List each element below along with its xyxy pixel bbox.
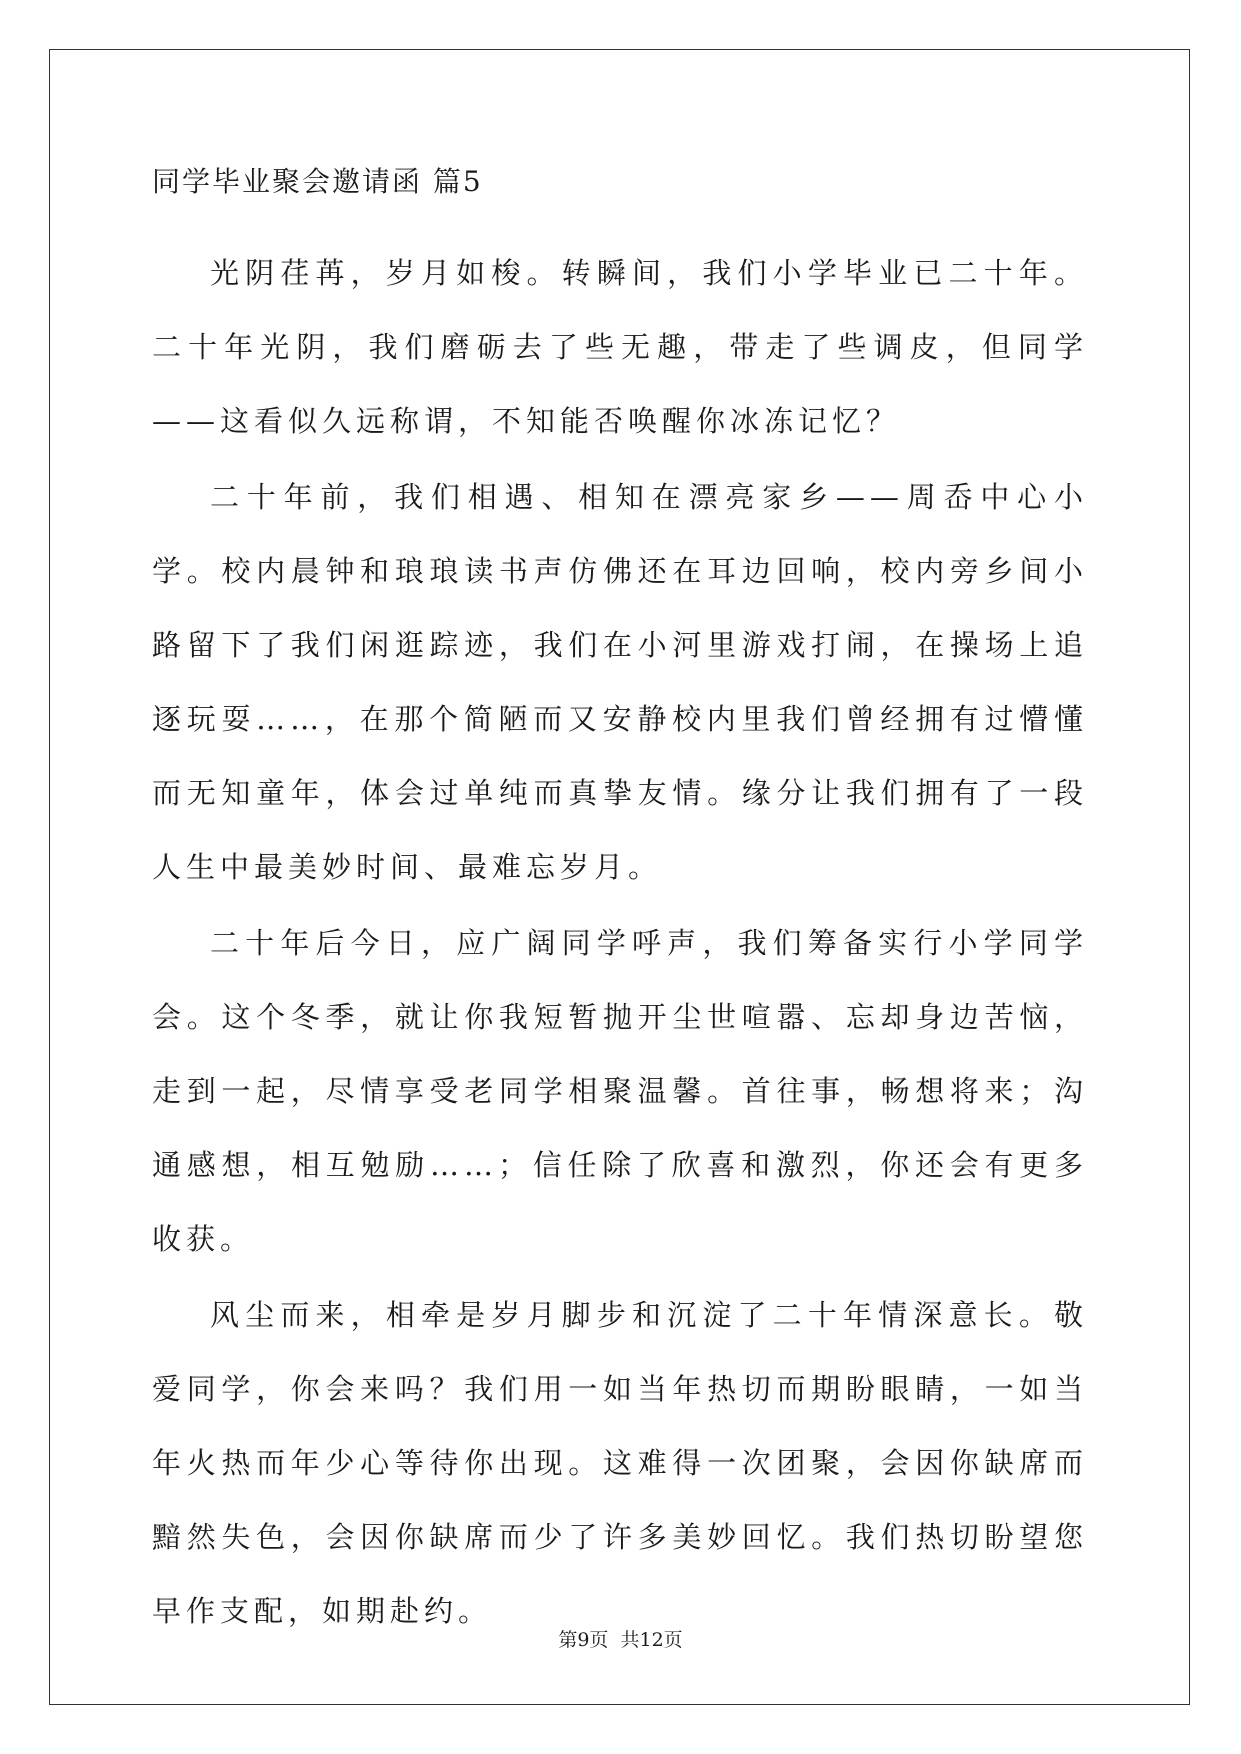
paragraph-3: 二十年后今日，应广阔同学呼声，我们筹备实行小学同学会。这个冬季，就让你我短暂抛开尘世喧嚣、忘却身边苦恼，走到一起，尽情享受老同学相聚温馨。首往事，畅想将来；沟通感想，相互勉励……；信任除了欣喜和激烈，你还会有更多收获。: [152, 926, 1088, 1256]
document-title: 同学毕业聚会邀请函 篇5: [152, 165, 483, 198]
paragraph-2: 二十年前，我们相遇、相知在漂亮家乡——周岙中心小学。校内晨钟和琅琅读书声仿佛还在耳边回响，校内旁乡间小路留下了我们闲逛踪迹，我们在小河里游戏打闹，在操场上追逐玩耍……，在那个简陋而又安静校内里我们曾经拥有过懵懂而无知童年，体会过单纯而真挚友情。缘分让我们拥有了一段人生中最美妙时间、最难忘岁月。: [152, 480, 1088, 884]
page-number: 第9页 共12页: [558, 1629, 683, 1651]
paragraph-4: 风尘而来，相牵是岁月脚步和沉淀了二十年情深意长。敬爱同学，你会来吗？我们用一如当年热切而期盼眼睛，一如当年火热而年少心等待你出现。这难得一次团聚，会因你缺席而黯然失色，会因你缺席而少了许多美妙回忆。我们热切盼望您早作支配，如期赴约。: [152, 1298, 1088, 1628]
paragraph-1: 光阴荏苒，岁月如梭。转瞬间，我们小学毕业已二十年。二十年光阴，我们磨砺去了些无趣，带走了些调皮，但同学——这看似久远称谓，不知能否唤醒你冰冻记忆？: [152, 256, 1088, 438]
document-body: [152, 162, 1088, 1650]
